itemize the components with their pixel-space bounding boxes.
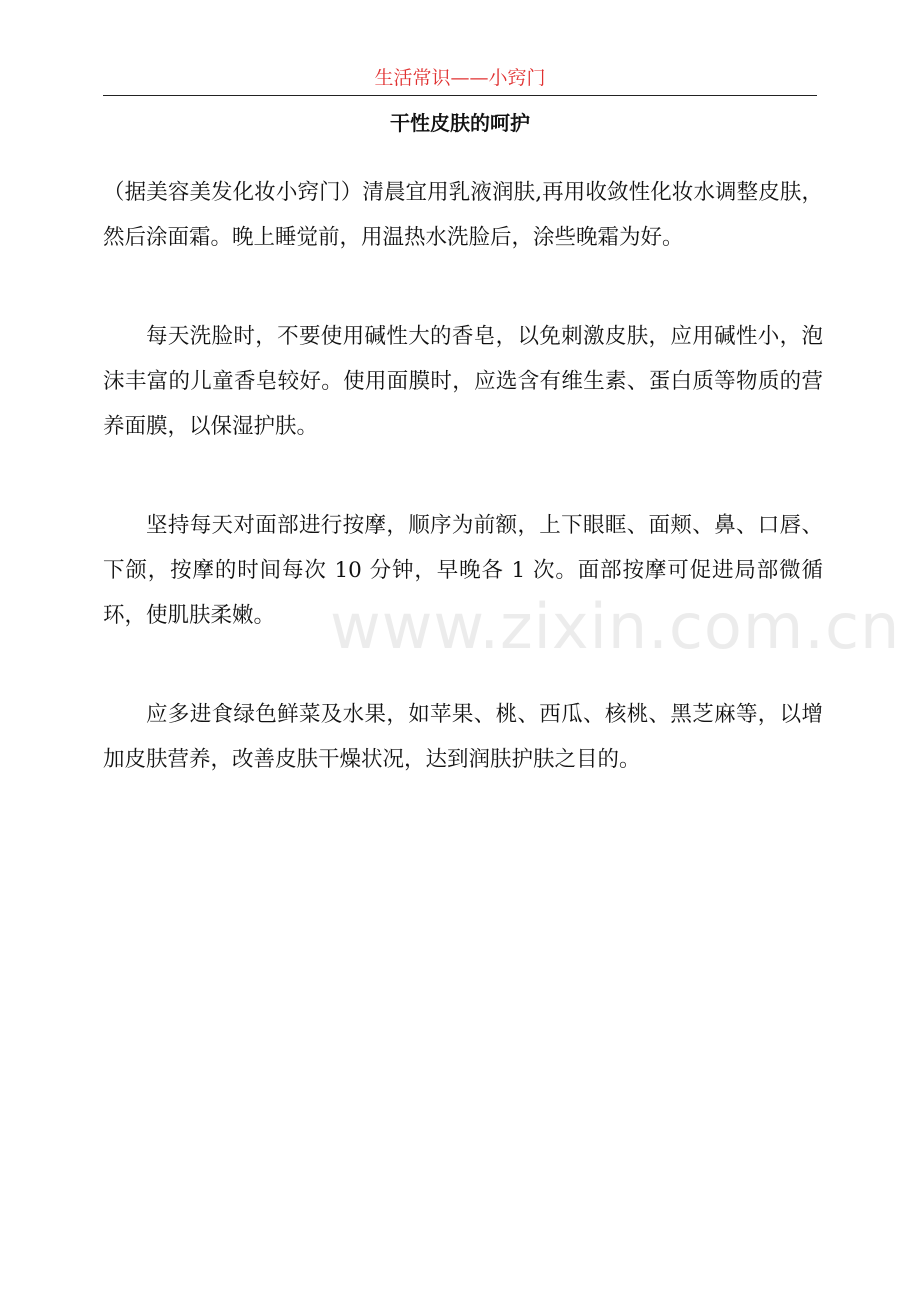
page-header: 生活常识——小窍门 bbox=[374, 67, 546, 89]
paragraph-4: 应多进食绿色鲜菜及水果，如苹果、桃、西瓜、核桃、黑芝麻等，以增加皮肤营养，改善皮肤干燥状况，达到润肤护肤之目的。 bbox=[103, 702, 823, 772]
header-divider bbox=[103, 95, 817, 96]
paragraph-1: （据美容美发化妆小窍门）清晨宜用乳液润肤,再用收敛性化妆水调整皮肤，然后涂面霜。晚上睡觉前，用温热水洗脸后，涂些晚霜为好。 bbox=[103, 180, 823, 250]
paragraph-3: 坚持每天对面部进行按摩，顺序为前额，上下眼眶、面颊、鼻、口唇、下颌，按摩的时间每次 10 分钟，早晚各 1 次。面部按摩可促进局部微循环，使肌肤柔嫩。 bbox=[103, 513, 823, 628]
watermark-text: www.zixin.com.cn bbox=[330, 590, 901, 663]
document-body bbox=[103, 170, 901, 836]
paragraph-2: 每天洗脸时，不要使用碱性大的香皂，以免刺激皮肤，应用碱性小，泡沫丰富的儿童香皂较好。使用面膜时，应选含有维生素、蛋白质等物质的营养面膜，以保湿护肤。 bbox=[103, 324, 823, 439]
document-title: 干性皮肤的呵护 bbox=[390, 111, 530, 135]
